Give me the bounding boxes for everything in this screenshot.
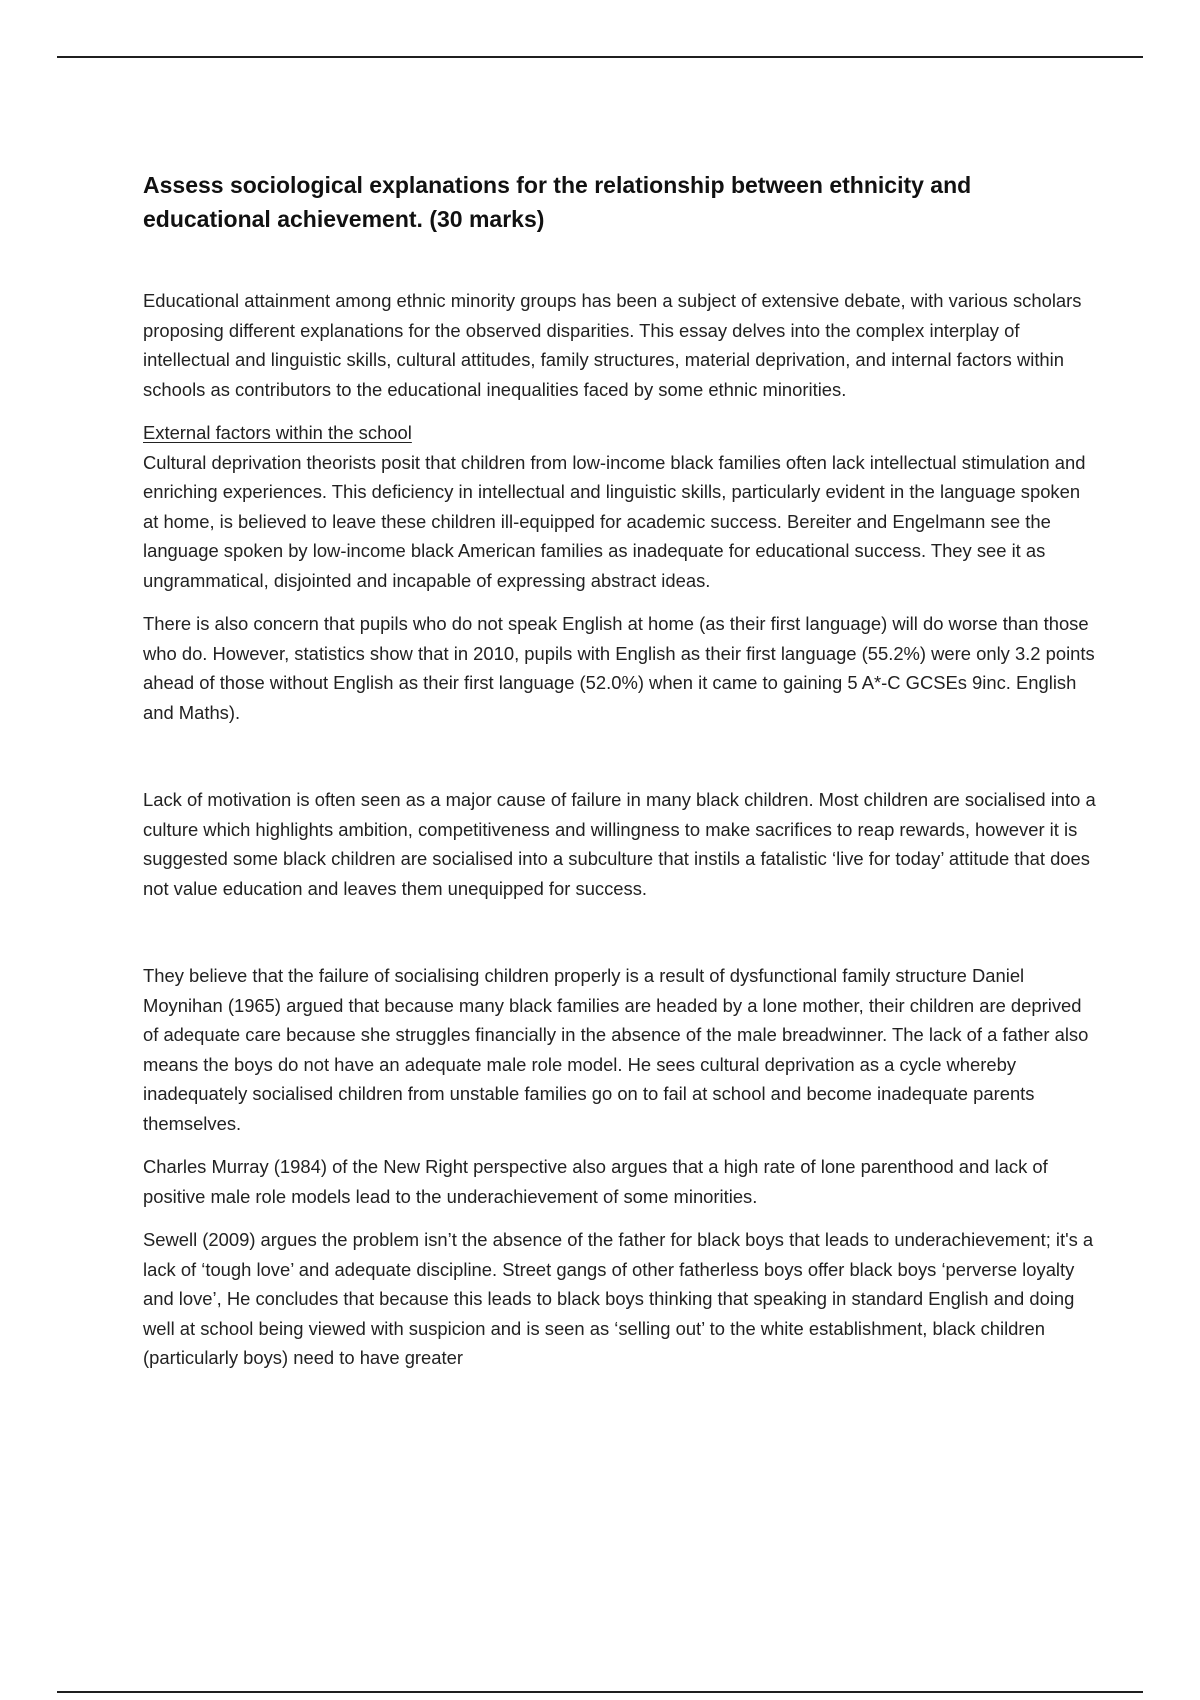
paragraph-cultural-deprivation: Cultural deprivation theorists posit that children from low-income black families often lack intellectual stimulation and enriching experiences. This deficiency in intellectual and linguistic skills, particularly evident in the language spoken at home, is believed to leave these children ill-equipped for academic success. Bereiter and Engelmann see the language spoken by low-income black American families as inadequate for educational success. They see it as ungrammatical, disjointed and incapable of expressing abstract ideas.	[143, 451, 1086, 591]
top-rule	[57, 56, 1143, 58]
essay-title: Assess sociological explanations for the relationship between ethnicity and educational achievement. (30 marks)	[143, 172, 972, 232]
document-body	[143, 168, 1098, 1387]
intro-paragraph: Educational attainment among ethnic minority groups has been a subject of extensive debate, with various scholars proposing different explanations for the observed disparities. This essay delves into the complex interplay of intellectual and linguistic skills, cultural attitudes, family structures, material deprivation, and internal factors within schools as contributors to the educational inequalities faced by some ethnic minorities.	[143, 290, 1082, 400]
paragraph-sewell: Sewell (2009) argues the problem isn’t the absence of the father for black boys that leads to underachievement; it's a lack of ‘tough love’ and adequate discipline. Street gangs of other fatherless boys offer black boys ‘perverse loyalty and love’, He concludes that because this leads to black boys thinking that speaking in standard English and doing well at school being viewed with suspicion and is seen as ‘selling out’ to the white establishment, black children (particularly boys) need to have greater	[143, 1229, 1094, 1368]
paragraph-murray: Charles Murray (1984) of the New Right perspective also argues that a high rate of lone parenthood and lack of positive male role models lead to the underachievement of some minorities.	[143, 1156, 1048, 1207]
section-heading	[143, 418, 1098, 448]
section-heading-text: External factors within the school	[143, 422, 412, 443]
paragraph-family-structure: They believe that the failure of socialising children properly is a result of dysfunctional family structure Daniel Moynihan (1965) argued that because many black families are headed by a lone mother, their children are deprived of adequate care because she struggles financially in the absence of the male breadwinner. The lack of a father also means the boys do not have an adequate male role model. He sees cultural deprivation as a cycle whereby inadequately socialised children from unstable families go on to fail at school and become inadequate parents themselves.	[143, 965, 1089, 1134]
paragraph-motivation: Lack of motivation is often seen as a major cause of failure in many black children. Most children are socialised into a culture which highlights ambition, competitiveness and willingness to make sacrifices to reap rewards, however it is suggested some black children are socialised into a subculture that instils a fatalistic ‘live for today’ attitude that does not value education and leaves them unequipped for success.	[143, 789, 1096, 899]
bottom-rule	[57, 1691, 1143, 1693]
spacer	[143, 741, 1098, 785]
spacer	[143, 917, 1098, 961]
paragraph-english-language: There is also concern that pupils who do not speak English at home (as their first language) will do worse than those who do. However, statistics show that in 2010, pupils with English as their first language (55.2%) were only 3.2 points ahead of those without English as their first language (52.0%) when it came to gaining 5 A*-C GCSEs 9inc. English and Maths).	[143, 613, 1095, 723]
